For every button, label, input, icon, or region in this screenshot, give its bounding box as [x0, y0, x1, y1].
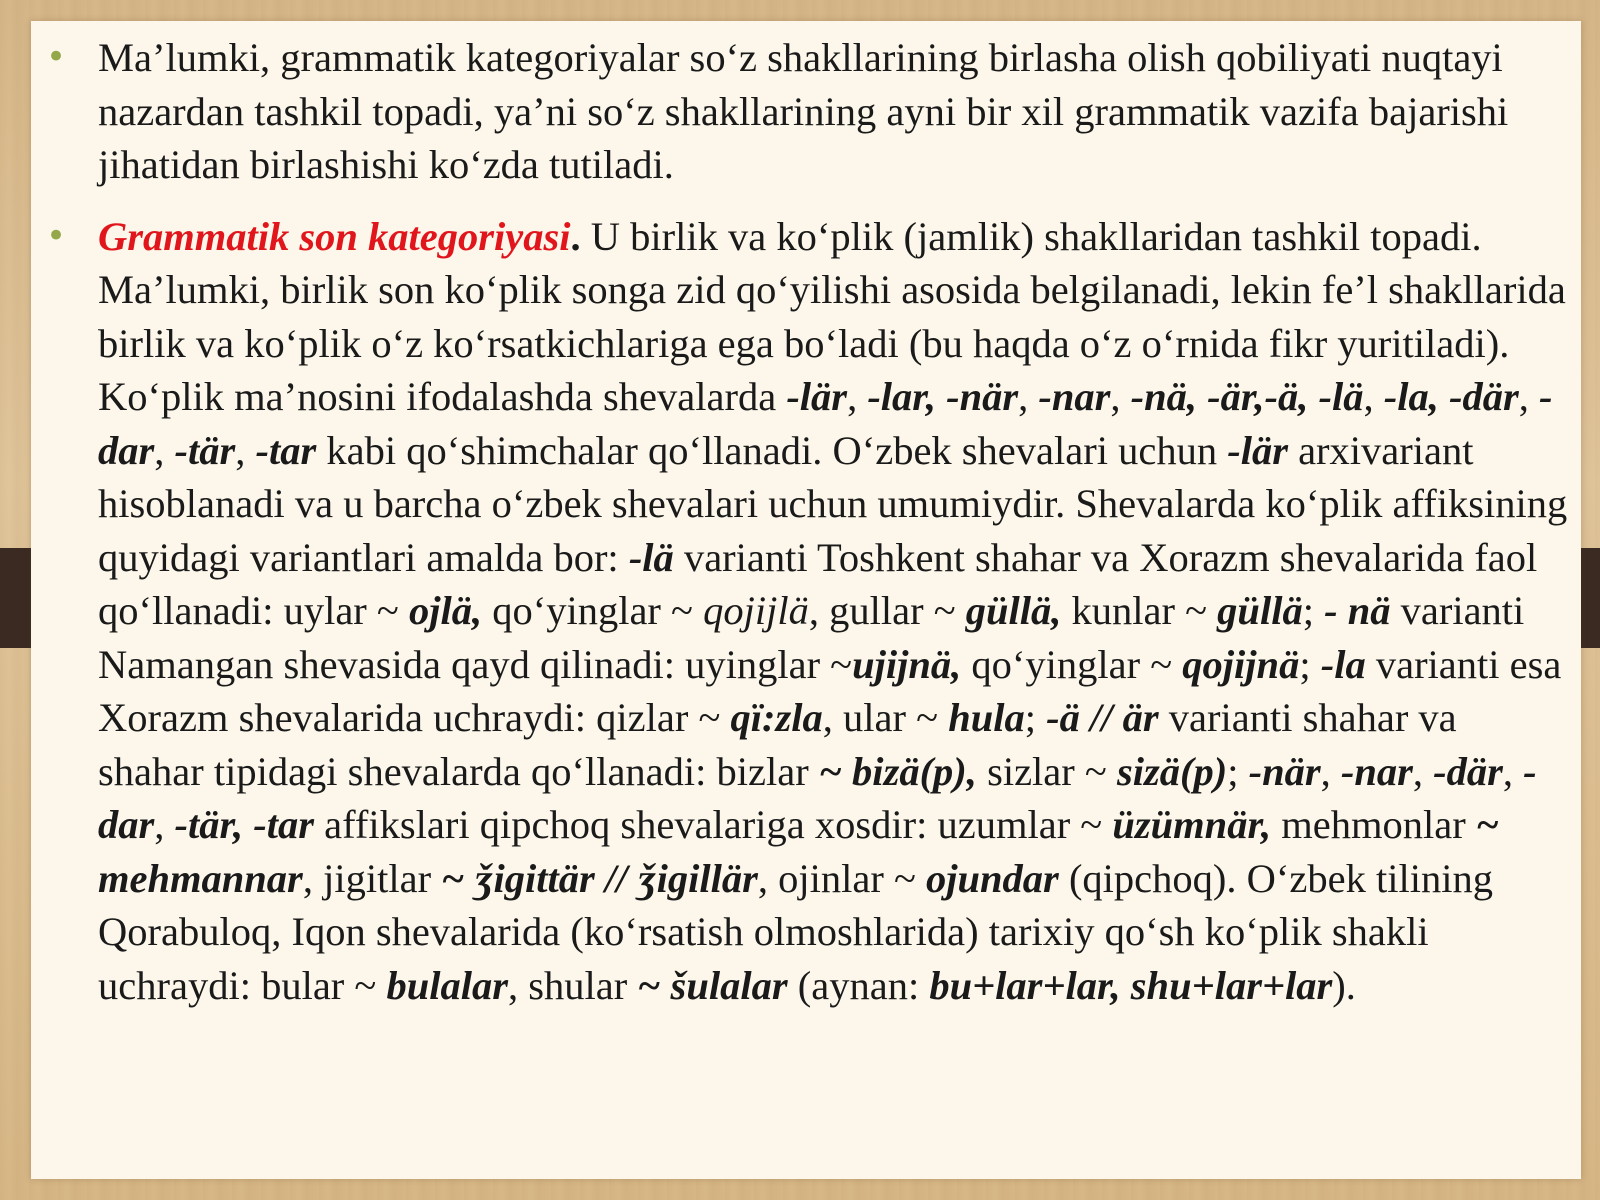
text-run: sizlar ~ [976, 748, 1117, 794]
bullet-dot-icon: • [46, 215, 67, 256]
text-run: -tär [174, 427, 236, 473]
text-run: Ma’lumki, grammatik kategoriyalar so‘z shakllarining birlasha olish qobiliyati nuqtayi nazardan tashkil topadi, ya’ni so‘z shakllarining ayni bir xil grammatik vazifa bajarishi jihatidan birlashishi ko‘zda tutiladi. [98, 35, 1509, 187]
text-run: güllä, [965, 588, 1062, 633]
text-run: ujijnä, [852, 641, 962, 687]
text-run: , [154, 802, 175, 847]
text-run: mehmonlar [1271, 802, 1476, 847]
text-run: arxivariant hisoblanadi va u barcha o‘zbek shevalari uchun umumiydir. Shevalarda ko‘plik affiksining quyidagi variantlari amalda bor: [98, 427, 1568, 580]
text-run: varianti Namangan shevasida qayd qilinadi: uyinglar ~ [98, 588, 1525, 687]
text-run: üzümnär, [1112, 802, 1272, 847]
text-run: , [1363, 374, 1384, 419]
text-run: (qipchoq). O‘zbek tilining Qorabuloq, Iqon shevalarida (ko‘rsatish olmoshlarida) tarixiy qo‘sh ko‘plik shakli uchraydi: bular ~ [98, 855, 1493, 1008]
text-run: hula [948, 695, 1025, 740]
text-run: kabi qo‘shimchalar qo‘llanadi. O‘zbek shevalari uchun [316, 427, 1228, 473]
text-run: -la [1320, 641, 1366, 687]
slide-content [31, 21, 1581, 1179]
text-run: kunlar ~ [1061, 588, 1218, 633]
text-run: -lär [1227, 427, 1288, 473]
text-run: varianti shahar va shahar tipidagi shevalarda qo‘llanadi: bizlar [98, 695, 1457, 794]
text-run: -där [1433, 748, 1503, 794]
text-run: , [1018, 374, 1039, 419]
text-run: ~ mehmannar [98, 802, 1499, 901]
paragraph-text [98, 214, 1567, 1008]
text-run: , [1502, 748, 1524, 794]
text-run: -ä // är [1046, 695, 1159, 740]
text-run: bulalar [386, 962, 508, 1008]
text-run: -lar, -när [867, 374, 1019, 419]
left-edge-bar [0, 548, 32, 648]
text-run: ojundar [926, 855, 1059, 901]
text-run: -lä [628, 534, 674, 580]
text-run: -tär, -tar [174, 802, 315, 847]
text-run: -nar [1340, 748, 1413, 794]
text-run: , gullar ~ [808, 588, 966, 633]
text-run: (aynan: [787, 962, 930, 1008]
text-run: -la, -där [1383, 374, 1519, 419]
bullet-list [31, 31, 1581, 1030]
text-run: ~ ǯigittär // ǯigillär [441, 855, 758, 901]
text-run: -dar [98, 374, 1553, 473]
text-run: U birlik va ko‘plik (jamlik) shakllaridan tashkil topadi. Ma’lumki, birlik son ko‘plik songa zid qo‘yilishi asosida belgilanadi, lekin fe’l shakllarida birlik va ko‘plik o‘z ko‘rsatkichlariga ega bo‘ladi (bu haqda o‘z o‘rnida fikr yuritiladi). Ko‘plik ma’nosini ifodalashda shevalarda [98, 213, 1566, 419]
text-run: , [1110, 374, 1131, 419]
text-run: -dar [98, 748, 1537, 847]
text-run: , [1320, 748, 1341, 794]
text-run: qï:zla [730, 695, 823, 740]
text-run: güllä [1217, 588, 1303, 633]
text-run: -lär [786, 374, 848, 419]
text-run: , [847, 374, 868, 419]
paragraph-text [98, 35, 1508, 187]
text-run: , ojinlar ~ [757, 855, 926, 901]
text-run: , [1412, 748, 1434, 794]
text-run: , jigitlar [302, 855, 442, 901]
text-run: -nar [1038, 374, 1111, 419]
text-run: - nä [1324, 588, 1391, 633]
section-heading: Grammatik son kategoriyasi [98, 213, 571, 259]
text-run: qojijlä [703, 588, 809, 633]
text-run: qojijnä [1182, 641, 1300, 687]
text-run: affikslari qipchoq shevalariga xosdir: uzumlar ~ [314, 802, 1113, 847]
text-run: ; [1227, 748, 1249, 794]
text-run: , [154, 427, 175, 473]
text-run: qo‘yinglar ~ [961, 641, 1183, 687]
text-run: . [570, 213, 581, 259]
text-run: ojlä, [408, 588, 483, 633]
text-run: ; [1299, 641, 1321, 687]
text-run: sizä(p) [1116, 748, 1228, 794]
text-run: ~ šulalar [637, 962, 788, 1008]
text-run: , [235, 427, 256, 473]
bullet-dot-icon: • [46, 37, 67, 77]
bullet-item [31, 210, 1581, 1013]
text-run: , shular [508, 962, 638, 1008]
text-run: -tar [255, 427, 317, 473]
text-run: -när [1248, 748, 1321, 794]
text-run: qo‘yinglar ~ [482, 588, 704, 633]
bullet-item [31, 31, 1581, 192]
text-run: ~ bizä(p), [818, 748, 977, 794]
text-run: ). [1332, 962, 1356, 1008]
text-run: ; [1302, 588, 1325, 633]
text-run: , [1518, 374, 1540, 419]
text-run: ; [1024, 695, 1047, 740]
text-run: varianti Toshkent shahar va Xorazm shevalarida faol qo‘llanadi: uylar ~ [98, 534, 1538, 633]
text-run: , ular ~ [822, 695, 949, 740]
text-run: varianti esa Xorazm shevalarida uchraydi: qizlar ~ [98, 641, 1562, 740]
text-run: -nä, -är,-ä, -lä [1130, 374, 1364, 419]
text-run: bu+lar+lar, shu+lar+lar [929, 962, 1333, 1008]
